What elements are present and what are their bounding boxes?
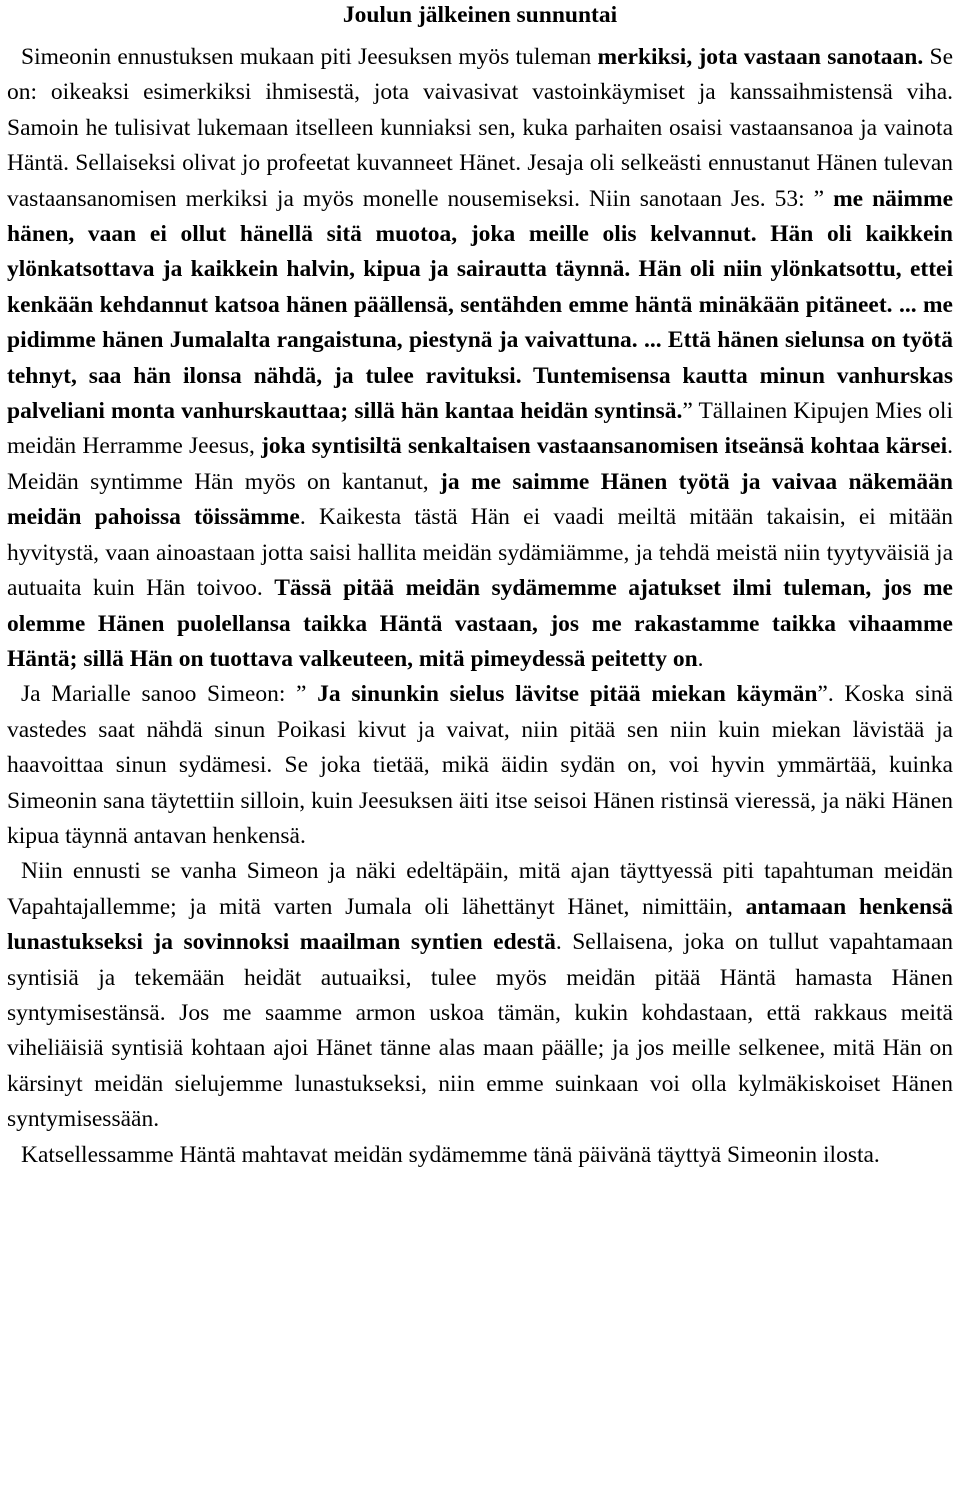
text-segment: . Meidän syntimme Hän myös on kantanut, bbox=[7, 433, 953, 495]
text-segment: Niin ennusti se vanha Simeon ja näki edeltäpäin, mitä ajan täyttyessä piti tapahtuman meidän Vapahtajallemme; ja mitä varten Jumala oli lähettänyt Hänet, nimittäin, bbox=[7, 858, 953, 920]
bold-text-segment: joka syntisiltä senkaltaisen vastaansanomisen itseänsä kohtaa kärsei bbox=[261, 433, 948, 460]
text-segment: Simeonin ennustuksen mukaan piti Jeesuksen myös tuleman bbox=[21, 44, 598, 70]
text-segment: ”. Koska sinä vastedes saat nähdä sinun Poikasi kivut ja vaivat, niin pitää sen niin kuin miekan lävistää ja haavoittaa sinun sydämesi. Se joka tietää, mikä äidin sydän on, voi hyvin ymmärtää, kuinka Simeonin sana täytettiin silloin, kuin Jeesuksen äiti itse seisoi Hänen ristinsä vieressä, ja näki Hänen kipua täynnä antavan henkensä. bbox=[7, 681, 953, 849]
bold-text-segment: me näimme hänen, vaan ei ollut hänellä sitä muotoa, joka meille olis kelvannut. Hän oli kaikkein ylönkatsottava ja kaikkein halvin, kipua ja sairautta täynnä. Hän oli niin ylönkatsottu, ettei kenkään kehdannut katsoa hänen päällensä, sentähden emme häntä minäkään pitäneet. ... me pidimme hänen Jumalalta rangaistuna, piestynä ja vaivattuna. ... Että hänen sielunsa on työtä tehnyt, saa hän ilonsa nähdä, ja tulee ravituksi. Tuntemisensa kautta minun vanhurskas palveliani monta vanhurskauttaa; sillä hän kantaa heidän syntinsä. bbox=[7, 185, 953, 425]
text-segment: Se on: oikeaksi esimerkiksi ihmisestä, jota vaivasivat vastoinkäymiset ja kanssaihmistensä viha. Samoin he tulisivat lukemaan itselleen kunniaksi sen, kuka parhaiten osaisi vastaansanoa ja vainota Häntä. Sellaiseksi olivat jo profeetat kuvanneet Hänet. Jesaja oli selkeästi ennustanut Hänen tulevan vastaansanomisen merkiksi ja myös monelle nousemiseksi. Niin sanotaan Jes. 53: ” bbox=[7, 44, 953, 212]
bold-text-segment: merkiksi, jota vastaan sanotaan. bbox=[597, 44, 924, 70]
paragraph bbox=[7, 40, 953, 677]
bold-text-segment: antamaan henkensä lunastukseksi ja sovinnoksi maailman syntien edestä bbox=[7, 893, 954, 956]
bold-text-segment: Tässä pitää meidän sydämemme ajatukset ilmi tuleman, jos me olemme Hänen puolellansa taikka Häntä vastaan, jos me rakastamme taikka vihaamme Häntä; sillä Hän on tuottava valkeuteen, mitä pimeydessä peitetty on bbox=[7, 575, 953, 672]
text-segment: . Sellaisena, joka on tullut vapahtamaan syntisiä ja tekemään heidät autuaiksi, tulee myös meidän pitää Häntä hamasta Hänen syntymisestänsä. Jos me saamme armon uskoa tämän, kukin kohdastaan, että rakkaus meitä viheliäisiä syntisiä kohtaan ajoi Hänet tänne alas maan päälle; ja jos meille selkenee, mitä Hän on kärsinyt meidän sielujemme lunastukseksi, niin emme suinkaan voi olla kylmäkiskoiset Hänen syntymisessään. bbox=[7, 929, 954, 1133]
paragraph bbox=[7, 854, 953, 1137]
paragraph bbox=[7, 677, 953, 854]
bold-text-segment: Ja sinunkin sielus lävitse pitää miekan käymän bbox=[317, 681, 818, 708]
document-body bbox=[7, 40, 953, 1173]
bold-text-segment: ja me saimme Hänen työtä ja vaivaa näkemään meidän pahoissa töissämme bbox=[7, 468, 953, 531]
paragraph bbox=[7, 1138, 953, 1173]
text-segment: Ja Marialle sanoo Simeon: ” bbox=[21, 681, 318, 708]
document-title: Joulun jälkeinen sunnuntai bbox=[342, 2, 618, 28]
text-segment: ” Tällainen Kipujen Mies oli meidän Herramme Jeesus, bbox=[7, 398, 953, 460]
text-segment: . bbox=[697, 645, 704, 672]
text-segment: Katsellessamme Häntä mahtavat meidän sydämemme tänä päivänä täyttyä Simeonin ilosta. bbox=[21, 1141, 880, 1168]
text-segment: . Kaikesta tästä Hän ei vaadi meiltä mitään takaisin, ei mitään hyvitystä, vaan ainoastaan jotta saisi hallita meidän sydämiämme, ja tehdä meistä niin tyytyväisiä ja autuaita kuin Hän toivoo. bbox=[7, 504, 953, 602]
